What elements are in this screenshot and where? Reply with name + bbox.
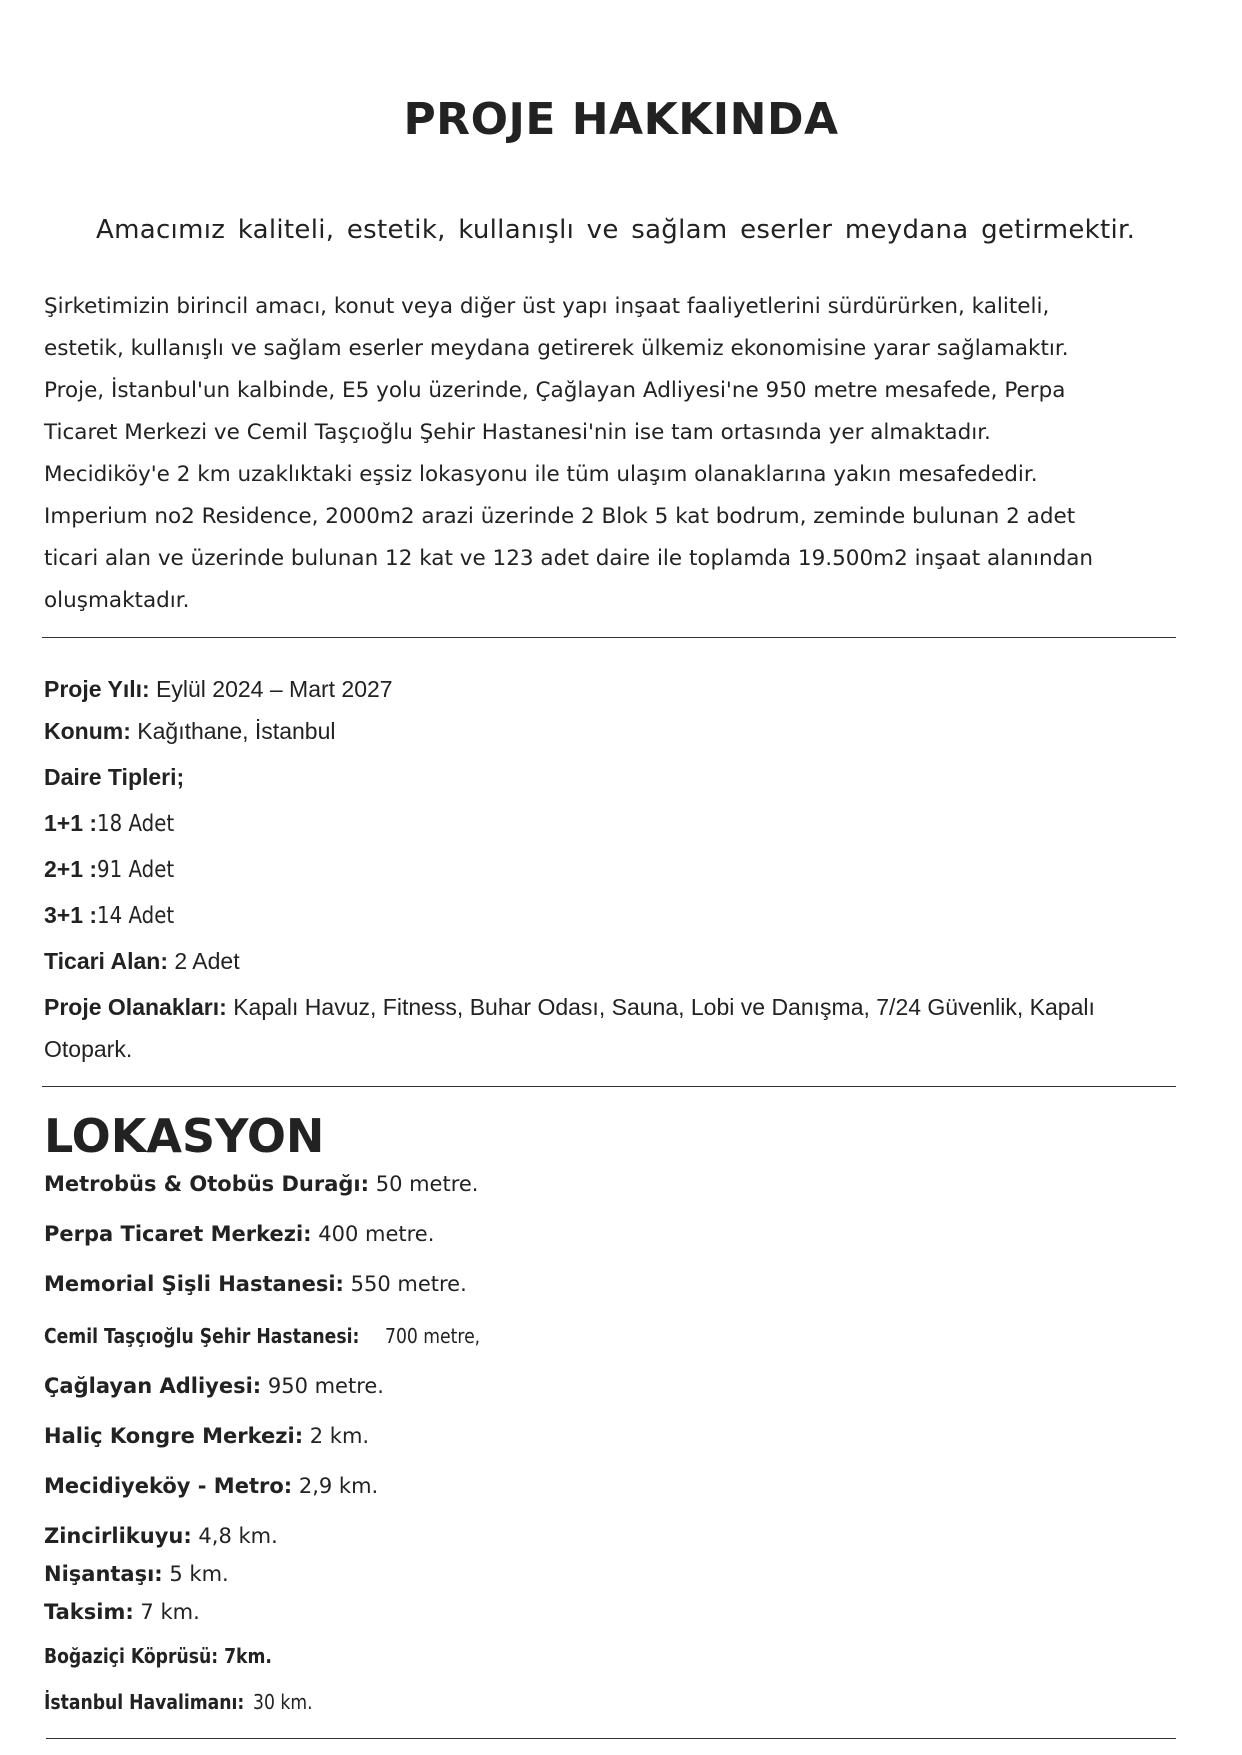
location-item bbox=[44, 1374, 384, 1398]
amenities-label: Proje Olanakları: bbox=[44, 994, 227, 1020]
location-distance: 950 metre. bbox=[261, 1374, 384, 1398]
location-item bbox=[44, 1524, 278, 1548]
location-distance: 2 km. bbox=[303, 1424, 370, 1448]
unit-type-label: 2+1 : bbox=[44, 856, 98, 882]
location-label: Zincirlikuyu: bbox=[44, 1524, 192, 1548]
divider bbox=[42, 637, 1176, 638]
intro-line: Imperium no2 Residence, 2000m2 arazi üzerinde 2 Blok 5 kat bodrum, zeminde bulunan 2 adet bbox=[44, 504, 1076, 529]
intro-line: Ticaret Merkezi ve Cemil Taşçıoğlu Şehir Hastanesi'nin ise tam ortasında yer almaktadır. bbox=[44, 420, 991, 445]
intro-line: estetik, kullanışlı ve sağlam eserler meydana getirerek ülkemiz ekonomisine yarar sağlamaktır. bbox=[44, 336, 1069, 361]
project-year-label: Proje Yılı: bbox=[44, 676, 150, 702]
intro-line: oluşmaktadır. bbox=[44, 588, 190, 613]
project-year-value: Eylül 2024 – Mart 2027 bbox=[149, 676, 393, 702]
location-label: Haliç Kongre Merkezi: bbox=[44, 1424, 304, 1448]
page-title: PROJE HAKKINDA bbox=[403, 94, 839, 145]
location-item bbox=[44, 1424, 369, 1448]
location-label: Çağlayan Adliyesi: bbox=[44, 1374, 262, 1398]
unit-type-label: 3+1 : bbox=[44, 902, 98, 928]
location-item bbox=[44, 1474, 378, 1498]
project-location-value: Kağıthane, İstanbul bbox=[130, 718, 336, 744]
commercial-area-label: Ticari Alan: bbox=[44, 948, 168, 974]
unit-types-heading: Daire Tipleri; bbox=[44, 764, 185, 790]
location-heading: LOKASYON bbox=[44, 1109, 325, 1163]
commercial-area bbox=[44, 948, 240, 975]
unit-type-row bbox=[44, 902, 187, 929]
amenities-value: Kapalı Havuz, Fitness, Buhar Odası, Sauna, Lobi ve Danışma, 7/24 Güvenlik, Kapalı bbox=[226, 994, 1095, 1020]
location-label: Cemil Taşçıoğlu Şehir Hastanesi: bbox=[44, 1324, 360, 1348]
divider bbox=[46, 1738, 1176, 1739]
intro-line: Proje, İstanbul'un kalbinde, E5 yolu üzerinde, Çağlayan Adliyesi'ne 950 metre mesafede, Perpa bbox=[44, 378, 1066, 403]
location-distance: 50 metre. bbox=[369, 1172, 479, 1196]
location-item bbox=[44, 1324, 495, 1348]
location-distance: 5 km. bbox=[162, 1562, 229, 1586]
location-distance: 400 metre. bbox=[311, 1222, 435, 1246]
location-label: Nişantaşı: bbox=[44, 1562, 163, 1586]
unit-type-label: 1+1 : bbox=[44, 810, 98, 836]
location-label: Metrobüs & Otobüs Durağı: bbox=[44, 1172, 370, 1196]
unit-type-count: 18 Adet bbox=[97, 811, 175, 837]
location-item bbox=[44, 1690, 322, 1714]
amenities-continued: Otopark. bbox=[44, 1036, 133, 1062]
location-label: Perpa Ticaret Merkezi: bbox=[44, 1222, 312, 1246]
project-year bbox=[44, 676, 393, 703]
location-item bbox=[44, 1222, 434, 1246]
mission-statement: Amacımız kaliteli, estetik, kullanışlı ve sağlam eserler meydana getirmektir. bbox=[96, 215, 1136, 245]
location-distance: 4,8 km. bbox=[191, 1524, 278, 1548]
location-label: Mecidiyeköy - Metro: bbox=[44, 1474, 293, 1498]
location-distance: 7 km. bbox=[133, 1600, 200, 1624]
amenities bbox=[44, 994, 1095, 1021]
location-item bbox=[44, 1600, 200, 1624]
location-label: Boğaziçi Köprüsü: 7km. bbox=[44, 1644, 272, 1668]
unit-type-row bbox=[44, 856, 187, 883]
unit-type-count: 91 Adet bbox=[97, 857, 175, 883]
divider bbox=[42, 1086, 1176, 1087]
location-distance: 2,9 km. bbox=[292, 1474, 379, 1498]
location-item bbox=[44, 1644, 309, 1668]
location-item bbox=[44, 1562, 229, 1586]
project-location bbox=[44, 718, 335, 745]
location-label: İstanbul Havalimanı: bbox=[44, 1690, 245, 1714]
location-distance: 30 km. bbox=[252, 1690, 313, 1714]
location-label: Memorial Şişli Hastanesi: bbox=[44, 1272, 344, 1296]
intro-paragraph bbox=[44, 286, 1174, 622]
location-label: Taksim: bbox=[44, 1600, 134, 1624]
commercial-area-value: 2 Adet bbox=[167, 948, 240, 974]
location-item bbox=[44, 1272, 467, 1296]
intro-line: Mecidiköy'e 2 km uzaklıktaki eşsiz lokasyonu ile tüm ulaşım olanaklarına yakın mesafededir. bbox=[44, 462, 1038, 487]
location-distance: 550 metre. bbox=[343, 1272, 467, 1296]
location-item bbox=[44, 1172, 478, 1196]
location-distance: 700 metre, bbox=[384, 1324, 480, 1348]
intro-line: ticari alan ve üzerinde bulunan 12 kat ve 123 adet daire ile toplamda 19.500m2 inşaat alanından bbox=[44, 546, 1094, 571]
intro-line: Şirketimizin birincil amacı, konut veya diğer üst yapı inşaat faaliyetlerini sürdürürken, kaliteli, bbox=[44, 294, 1050, 319]
unit-type-row bbox=[44, 810, 187, 837]
project-location-label: Konum: bbox=[44, 718, 131, 744]
unit-type-count: 14 Adet bbox=[97, 903, 175, 929]
